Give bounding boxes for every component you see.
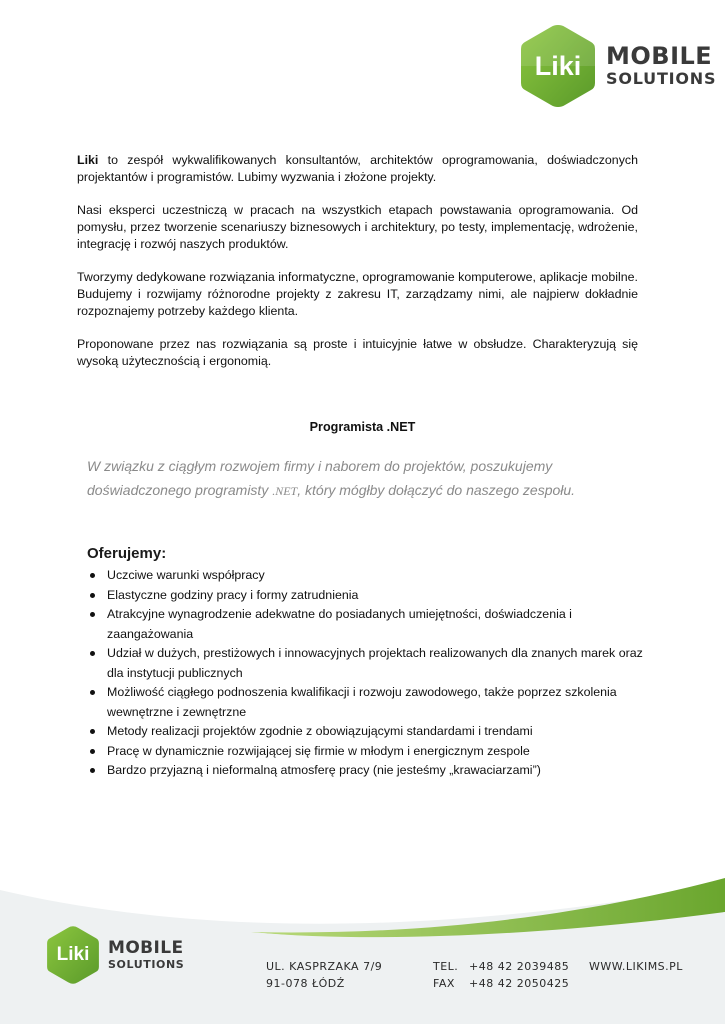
about-paragraph-1 xyxy=(77,152,638,186)
footer-logo-line1: MOBILE xyxy=(108,938,184,958)
about-paragraph-2: Nasi eksperci uczestniczą w pracach na wszystkich etapach powstawania oprogramowania. Od pomysłu, przez tworzenie scenariuszy biznesowych i architektury, po testy, implementację, wdrożenie, integrację i rozwój naszych produktów. xyxy=(77,203,638,251)
logo-mark-text: Liki xyxy=(534,50,582,81)
footer-logo xyxy=(45,924,185,986)
job-intro xyxy=(87,454,647,503)
logo-line1: MOBILE xyxy=(606,42,713,70)
footer-phones xyxy=(433,958,569,992)
logo-hexagon-icon xyxy=(518,22,598,110)
logo-line2: SOLUTIONS xyxy=(606,69,717,88)
job-intro-text-start: W związku z ciągłym rozwojem firmy i naborem do projektów, poszukujemy doświadczonego programisty xyxy=(87,458,553,498)
list-item: Uczciwe warunki współpracy xyxy=(86,566,646,586)
logo-hexagon-icon xyxy=(45,924,101,986)
fax-label: FAX xyxy=(433,977,455,990)
list-item: Możliwość ciągłego podnoszenia kwalifikacji i rozwoju zawodowego, także poprzez szkolenia wewnętrzne i zewnętrzne xyxy=(86,683,646,722)
header-logo xyxy=(518,22,717,110)
fax-value: +48 42 2050425 xyxy=(469,977,570,990)
job-intro-text-end: , który mógłby dołączyć do naszego zespołu. xyxy=(297,482,576,498)
fax-row xyxy=(433,975,569,992)
address-city: 91-078 ŁÓDŹ xyxy=(266,977,345,990)
about-section xyxy=(77,152,638,386)
about-paragraph-3: Tworzymy dedykowane rozwiązania informatyczne, oprogramowanie komputerowe, aplikacje mobilne. Budujemy i rozwijamy różnorodne projekty z zakresu IT, zarządzamy nimi, ale najpierw dokładnie rozpoznajemy potrzeby każdego klienta. xyxy=(77,270,638,318)
footer-website-link[interactable]: WWW.LIKIMS.PL xyxy=(589,960,683,973)
list-item: Elastyczne godziny pracy i formy zatrudnienia xyxy=(86,586,646,606)
job-intro-technology: .NET xyxy=(272,484,298,498)
tel-label: TEL. xyxy=(433,960,459,973)
about-paragraph-1-text: to zespół wykwalifikowanych konsultantów, architektów oprogramowania, doświadczonych projektantów i programistów. Lubimy wyzwania i złożone projekty. xyxy=(77,153,638,184)
list-item: Metody realizacji projektów zgodnie z obowiązującymi standardami i trendami xyxy=(86,722,646,742)
phone-row xyxy=(433,958,569,975)
footer-address xyxy=(266,958,382,992)
list-item: Bardzo przyjazną i nieformalną atmosferę pracy (nie jesteśmy „krawaciarzami”) xyxy=(86,761,646,781)
tel-value: +48 42 2039485 xyxy=(469,960,570,973)
job-title: Programista .NET xyxy=(309,420,416,434)
list-item: Udział w dużych, prestiżowych i innowacyjnych projektach realizowanych dla znanych marek oraz dla instytucji publicznych xyxy=(86,644,646,683)
address-street: UL. KASPRZAKA 7/9 xyxy=(266,960,383,973)
list-item: Pracę w dynamicznie rozwijającej się firmie w młodym i energicznym zespole xyxy=(86,742,646,762)
offer-heading: Oferujemy: xyxy=(87,545,167,562)
footer-logo-mark-text: Liki xyxy=(56,944,90,965)
about-paragraph-4: Proponowane przez nas rozwiązania są proste i intuicyjnie łatwe w obsłudze. Charakteryzują się wysoką użytecznością i ergonomią. xyxy=(77,337,638,368)
footer-logo-line2: SOLUTIONS xyxy=(108,958,185,971)
list-item: Atrakcyjne wynagrodzenie adekwatne do posiadanych umiejętności, doświadczenia i zaangażowania xyxy=(86,605,646,644)
offer-list xyxy=(86,566,646,781)
company-name: Liki xyxy=(77,153,99,167)
